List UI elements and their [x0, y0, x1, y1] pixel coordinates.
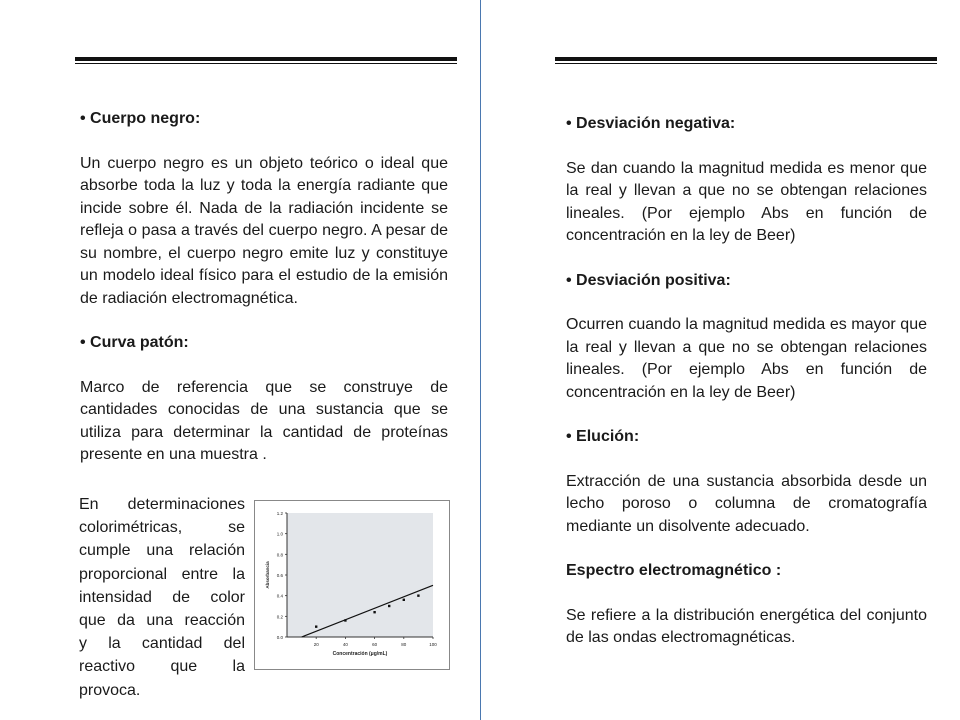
data-point — [403, 599, 405, 601]
data-point — [344, 619, 346, 621]
calibration-chart — [254, 500, 450, 670]
y-tick-label: 1.0 — [276, 531, 283, 537]
cuerpo-negro-text: Un cuerpo negro es un objeto teórico o ideal que absorbe toda la luz y toda la energía radiante que incide sobre él. Nada de la radiación incidente se refleja o pasa a través del cuerpo negro. A pesar de su nombre, el cuerpo negro emite luz y constituye un modelo ideal físico para el estudio de la emisión de radiación electromagnética. — [80, 154, 448, 307]
x-tick-label: 60 — [372, 642, 378, 647]
x-axis-label: Concentración (μg/mL) — [332, 651, 388, 657]
espectro-text: Se refiere a la distribución energética del conjunto de las ondas electromagnéticas. — [566, 606, 927, 646]
x-tick-label: 40 — [342, 642, 348, 647]
curva-paton-heading: • Curva patón: — [80, 334, 189, 351]
text-line: colorimétricas, se — [79, 519, 245, 537]
calibration-chart-svg — [255, 501, 449, 669]
colorimetric-text — [79, 493, 245, 702]
right-column — [566, 113, 927, 650]
y-tick-label: 0.0 — [276, 635, 283, 640]
text-line: que da una reacción — [79, 612, 245, 630]
right-header-rule — [555, 57, 937, 61]
data-point — [315, 625, 317, 627]
elucion-heading: • Elución: — [566, 428, 640, 445]
y-tick-label: 0.4 — [276, 593, 283, 599]
text-line: proporcional entre la — [79, 565, 245, 583]
x-tick-label: 100 — [429, 642, 437, 647]
desviacion-negativa-heading: • Desviación negativa: — [566, 115, 736, 132]
text-line: reactivo que la — [79, 658, 245, 676]
left-header-rule — [75, 57, 457, 61]
text-line: En determinaciones — [79, 496, 245, 513]
data-point — [388, 605, 390, 607]
data-point — [373, 611, 375, 613]
y-axis-label: Absorbancia — [265, 561, 270, 589]
left-column — [80, 108, 448, 467]
x-tick-label: 80 — [401, 642, 407, 647]
y-tick-label: 0.2 — [276, 614, 283, 620]
desviacion-positiva-text: Ocurren cuando la magnitud medida es mayor que la real y llevan a que no se obtengan relaciones lineales. (Por ejemplo Abs en función de concentración en la ley de Beer) — [566, 316, 927, 401]
text-line: y la cantidad del — [79, 635, 245, 653]
text-line: intensidad de color — [79, 588, 245, 606]
plot-area — [287, 513, 433, 637]
cuerpo-negro-heading: • Cuerpo negro: — [80, 110, 201, 127]
data-point — [417, 594, 419, 596]
x-tick-label: 20 — [313, 642, 319, 647]
y-tick-label: 0.6 — [276, 573, 283, 578]
y-tick-label: 0.8 — [276, 552, 283, 558]
espectro-heading: Espectro electromagnético : — [566, 562, 782, 579]
curva-paton-text: Marco de referencia que se construye de cantidades conocidas de una sustancia que se utiliza para determinar la cantidad de proteínas presente en una muestra . — [80, 378, 448, 463]
text-line: provoca. — [79, 681, 141, 699]
page-divider — [480, 0, 481, 720]
text-line: cumple una relación — [79, 542, 245, 560]
desviacion-negativa-text: Se dan cuando la magnitud medida es menor que la real y llevan a que no se obtengan relaciones lineales. (Por ejemplo Abs en función de concentración en la ley de Beer) — [566, 159, 927, 244]
desviacion-positiva-heading: • Desviación positiva: — [566, 271, 731, 289]
y-tick-label: 1.2 — [276, 511, 283, 516]
elucion-text: Extracción de una sustancia absorbida desde un lecho poroso o columna de cromatografía mediante un disolvente adecuado. — [566, 472, 927, 535]
